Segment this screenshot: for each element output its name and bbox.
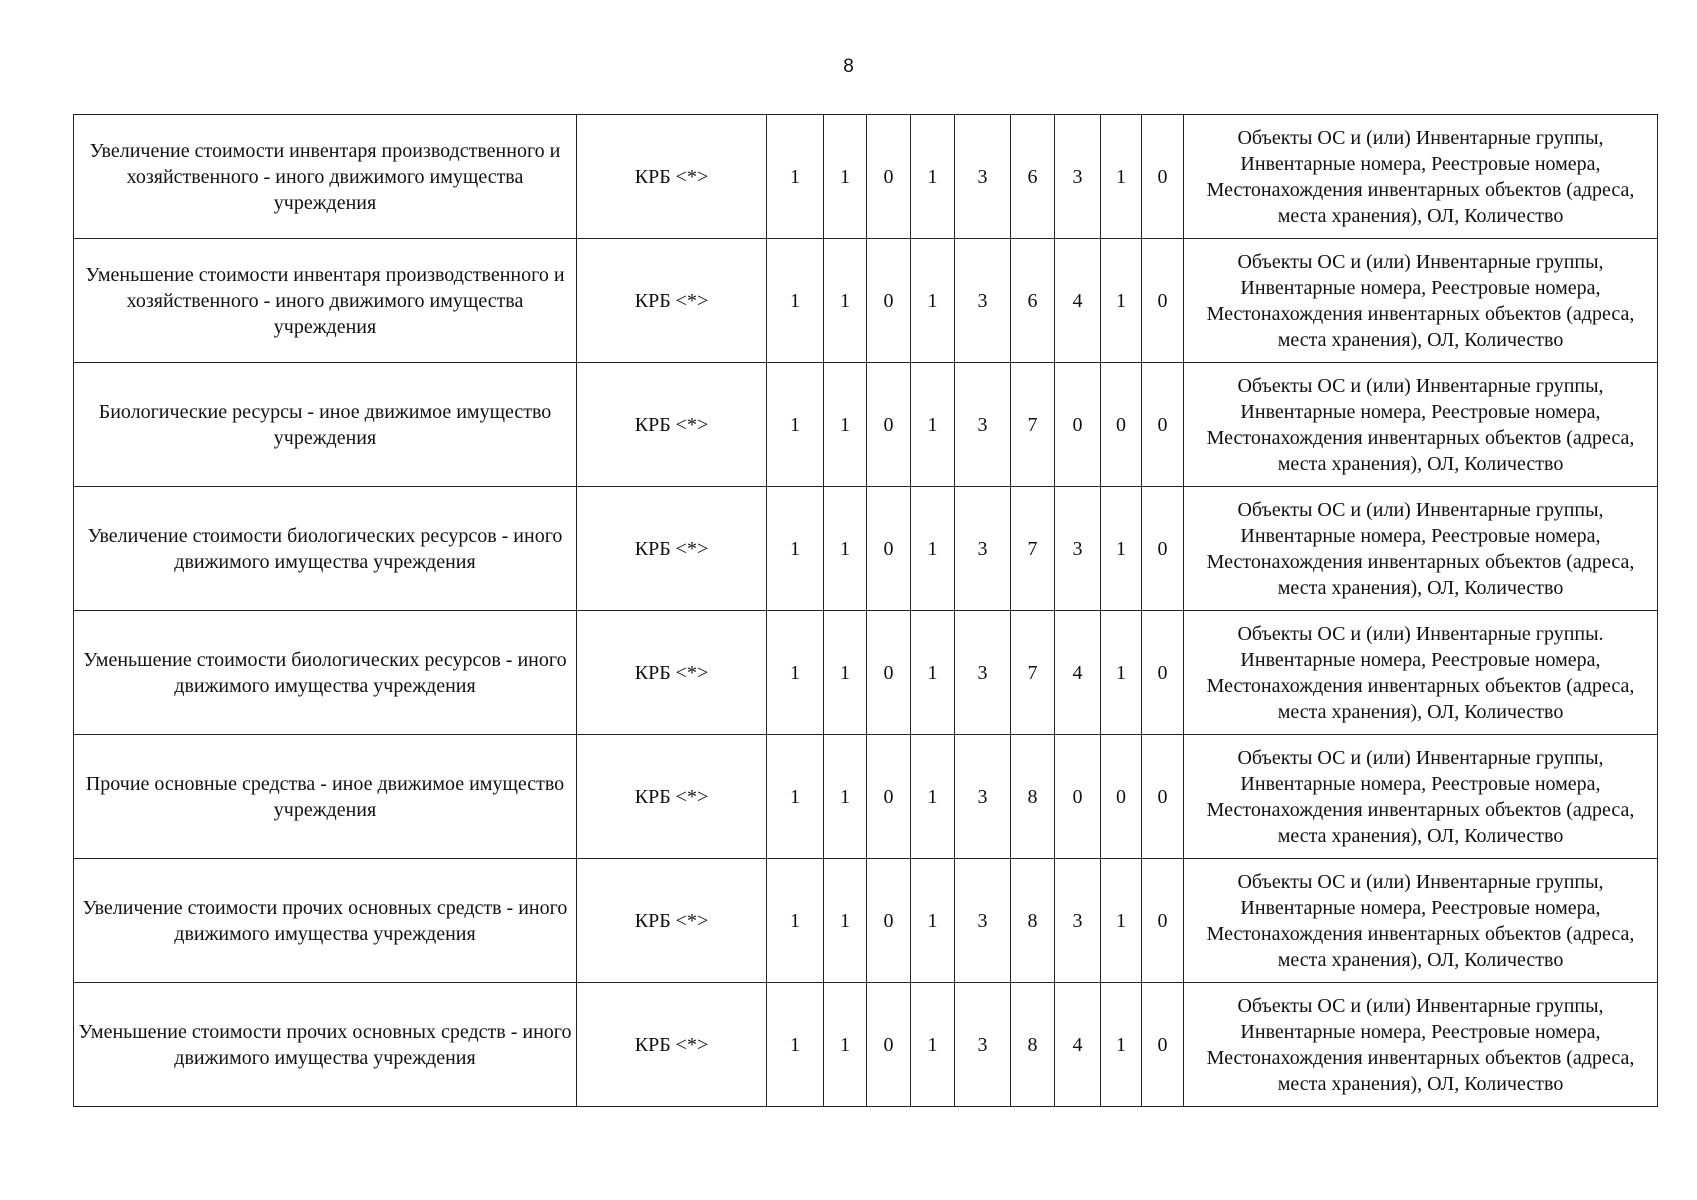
account-digit-cell: 1: [824, 239, 867, 363]
account-digit-cell: 1: [911, 363, 955, 487]
account-digit-cell: 3: [955, 487, 1011, 611]
account-name-cell: Увеличение стоимости инвентаря производственного и хозяйственного - иного движимого имущества учреждения: [74, 115, 577, 239]
account-digit-cell: 0: [867, 239, 911, 363]
account-digit-cell: 1: [1101, 859, 1142, 983]
account-digit-cell: 1: [1101, 983, 1142, 1107]
account-digit-cell: 0: [1142, 859, 1184, 983]
account-digit-cell: 0: [867, 859, 911, 983]
account-kind-cell: КРБ <*>: [577, 363, 767, 487]
account-digit-cell: 1: [911, 735, 955, 859]
account-digit-cell: 7: [1011, 611, 1055, 735]
table-row: [74, 115, 1658, 239]
account-digit-cell: 4: [1055, 611, 1101, 735]
account-digit-cell: 1: [911, 983, 955, 1107]
account-digit-cell: 1: [824, 983, 867, 1107]
account-digit-cell: 1: [824, 859, 867, 983]
analytics-cell: Объекты ОС и (или) Инвентарные группы, Инвентарные номера, Реестровые номера, Местонахождения инвентарных объектов (адреса, места хранения), ОЛ, Количество: [1184, 363, 1658, 487]
account-digit-cell: 1: [911, 859, 955, 983]
account-digit-cell: 1: [767, 859, 824, 983]
table-body: [74, 115, 1658, 1107]
account-digit-cell: 1: [911, 115, 955, 239]
account-digit-cell: 1: [767, 735, 824, 859]
analytics-cell: Объекты ОС и (или) Инвентарные группы. Инвентарные номера, Реестровые номера, Местонахождения инвентарных объектов (адреса, места хранения), ОЛ, Количество: [1184, 611, 1658, 735]
account-digit-cell: 4: [1055, 239, 1101, 363]
account-digit-cell: 1: [767, 363, 824, 487]
account-name-cell: Увеличение стоимости прочих основных средств - иного движимого имущества учреждения: [74, 859, 577, 983]
analytics-cell: Объекты ОС и (или) Инвентарные группы, Инвентарные номера, Реестровые номера, Местонахождения инвентарных объектов (адреса, места хранения), ОЛ, Количество: [1184, 115, 1658, 239]
account-digit-cell: 1: [911, 487, 955, 611]
account-digit-cell: 1: [911, 611, 955, 735]
account-digit-cell: 0: [867, 983, 911, 1107]
account-digit-cell: 0: [1142, 487, 1184, 611]
table-row: [74, 363, 1658, 487]
account-kind-cell: КРБ <*>: [577, 735, 767, 859]
account-digit-cell: 1: [911, 239, 955, 363]
account-digit-cell: 1: [824, 735, 867, 859]
account-name-cell: Прочие основные средства - иное движимое имущество учреждения: [74, 735, 577, 859]
table-row: [74, 983, 1658, 1107]
account-digit-cell: 0: [1142, 115, 1184, 239]
account-digit-cell: 1: [824, 115, 867, 239]
account-digit-cell: 3: [955, 115, 1011, 239]
account-digit-cell: 3: [1055, 859, 1101, 983]
account-digit-cell: 0: [867, 735, 911, 859]
account-digit-cell: 3: [955, 735, 1011, 859]
account-digit-cell: 1: [1101, 239, 1142, 363]
account-digit-cell: 1: [824, 363, 867, 487]
account-name-cell: Биологические ресурсы - иное движимое имущество учреждения: [74, 363, 577, 487]
account-digit-cell: 6: [1011, 115, 1055, 239]
account-digit-cell: 0: [1142, 983, 1184, 1107]
account-digit-cell: 8: [1011, 983, 1055, 1107]
analytics-cell: Объекты ОС и (или) Инвентарные группы, Инвентарные номера, Реестровые номера, Местонахождения инвентарных объектов (адреса, места хранения), ОЛ, Количество: [1184, 859, 1658, 983]
account-digit-cell: 1: [824, 611, 867, 735]
account-digit-cell: 0: [1101, 735, 1142, 859]
table-row: [74, 239, 1658, 363]
analytics-cell: Объекты ОС и (или) Инвентарные группы, Инвентарные номера, Реестровые номера, Местонахождения инвентарных объектов (адреса, места хранения), ОЛ, Количество: [1184, 983, 1658, 1107]
account-digit-cell: 1: [824, 487, 867, 611]
account-kind-cell: КРБ <*>: [577, 487, 767, 611]
account-digit-cell: 1: [767, 983, 824, 1107]
accounts-table: [73, 114, 1658, 1107]
account-digit-cell: 3: [955, 363, 1011, 487]
account-digit-cell: 0: [867, 363, 911, 487]
account-kind-cell: КРБ <*>: [577, 983, 767, 1107]
account-name-cell: Увеличение стоимости биологических ресурсов - иного движимого имущества учреждения: [74, 487, 577, 611]
account-digit-cell: 0: [1101, 363, 1142, 487]
account-digit-cell: 3: [1055, 115, 1101, 239]
account-name-cell: Уменьшение стоимости прочих основных средств - иного движимого имущества учреждения: [74, 983, 577, 1107]
account-digit-cell: 1: [767, 487, 824, 611]
account-digit-cell: 3: [955, 983, 1011, 1107]
account-name-cell: Уменьшение стоимости инвентаря производственного и хозяйственного - иного движимого имущества учреждения: [74, 239, 577, 363]
account-digit-cell: 3: [955, 611, 1011, 735]
account-digit-cell: 1: [1101, 611, 1142, 735]
analytics-cell: Объекты ОС и (или) Инвентарные группы, Инвентарные номера, Реестровые номера, Местонахождения инвентарных объектов (адреса, места хранения), ОЛ, Количество: [1184, 735, 1658, 859]
account-kind-cell: КРБ <*>: [577, 115, 767, 239]
account-digit-cell: 3: [955, 239, 1011, 363]
account-digit-cell: 8: [1011, 735, 1055, 859]
table-row: [74, 611, 1658, 735]
account-digit-cell: 1: [1101, 487, 1142, 611]
account-digit-cell: 0: [867, 115, 911, 239]
account-digit-cell: 1: [767, 239, 824, 363]
table-row: [74, 487, 1658, 611]
account-digit-cell: 1: [767, 115, 824, 239]
account-digit-cell: 0: [867, 611, 911, 735]
account-digit-cell: 3: [1055, 487, 1101, 611]
account-kind-cell: КРБ <*>: [577, 611, 767, 735]
account-digit-cell: 0: [1142, 363, 1184, 487]
account-digit-cell: 0: [867, 487, 911, 611]
account-kind-cell: КРБ <*>: [577, 859, 767, 983]
account-name-cell: Уменьшение стоимости биологических ресурсов - иного движимого имущества учреждения: [74, 611, 577, 735]
page-number: 8: [843, 56, 854, 77]
account-kind-cell: КРБ <*>: [577, 239, 767, 363]
account-digit-cell: 0: [1142, 611, 1184, 735]
account-digit-cell: 1: [767, 611, 824, 735]
account-digit-cell: 6: [1011, 239, 1055, 363]
table-row: [74, 859, 1658, 983]
account-digit-cell: 3: [955, 859, 1011, 983]
analytics-cell: Объекты ОС и (или) Инвентарные группы, Инвентарные номера, Реестровые номера, Местонахождения инвентарных объектов (адреса, места хранения), ОЛ, Количество: [1184, 487, 1658, 611]
account-digit-cell: 7: [1011, 363, 1055, 487]
table-row: [74, 735, 1658, 859]
account-digit-cell: 1: [1101, 115, 1142, 239]
account-digit-cell: 0: [1055, 735, 1101, 859]
account-digit-cell: 8: [1011, 859, 1055, 983]
account-digit-cell: 4: [1055, 983, 1101, 1107]
account-digit-cell: 0: [1142, 239, 1184, 363]
analytics-cell: Объекты ОС и (или) Инвентарные группы, Инвентарные номера, Реестровые номера, Местонахождения инвентарных объектов (адреса, места хранения), ОЛ, Количество: [1184, 239, 1658, 363]
account-digit-cell: 0: [1055, 363, 1101, 487]
account-digit-cell: 0: [1142, 735, 1184, 859]
account-digit-cell: 7: [1011, 487, 1055, 611]
